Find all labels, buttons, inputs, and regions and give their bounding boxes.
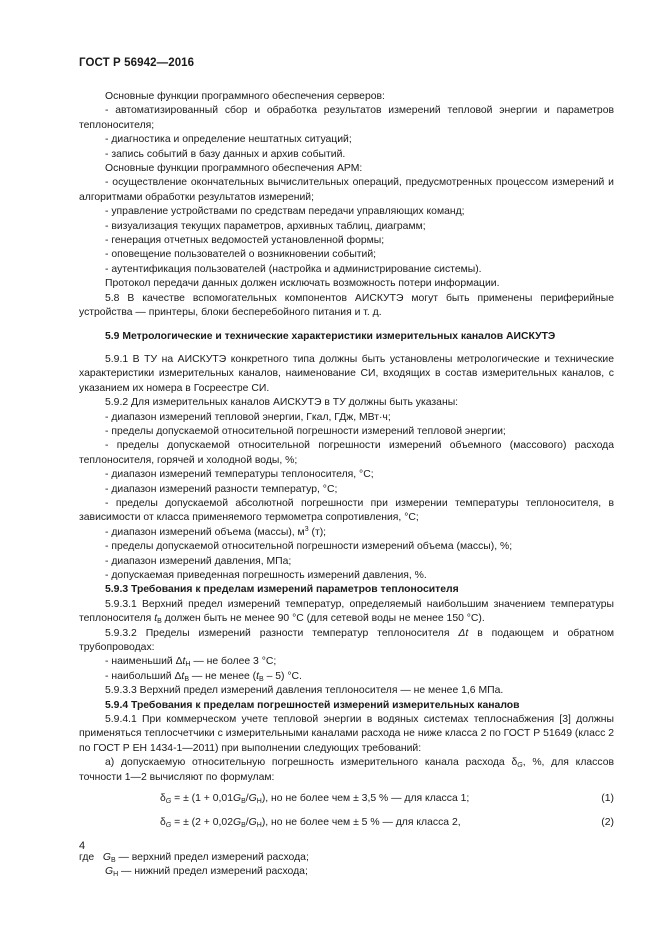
paragraph-5-8: 5.8 В качестве вспомогательных компонентов АИСКУТЭ могут быть применены периферийные устройства — принтеры, блоки бесперебойного питания и т. д.	[79, 292, 614, 319]
list-item: - допускаемая приведенная погрешность измерений давления, %.	[105, 570, 427, 581]
list-item: - генерация отчетных ведомостей установленной формы;	[105, 235, 385, 247]
paragraph: Основные функции программного обеспечения АРМ:	[105, 163, 363, 175]
list-item: - диапазон измерений разности температур, °С;	[105, 483, 338, 495]
page-number: 4	[79, 840, 86, 852]
formula-2-expression: $\delta_G$ = ± $(2 + 0,02G_В/G_Н)$, но не более чем ± 5 % — для класса 2,	[160, 817, 461, 830]
document-body	[79, 90, 614, 879]
formula-1	[79, 792, 614, 809]
document-header: ГОСТ Р 56942—2016	[79, 57, 195, 69]
paragraph: Протокол передачи данных должен исключать возможность потери информации.	[105, 278, 500, 290]
list-item: - диапазон измерений температуры теплоносителя, °С;	[105, 469, 374, 481]
formula-legend	[79, 851, 614, 879]
formula-1-expression: $\delta_G$ = ± $(1 + 0,01G_В/G_Н)$, но не более чем ± 3,5 % — для класса 1;	[160, 793, 470, 806]
list-item: - пределы допускаемой относительной погрешности измерений объемного (массового) расхода теплоносителя, горячей и холодной воды, %;	[79, 440, 614, 466]
list-item: - пределы допускаемой относительной погрешности измерений тепловой энергии;	[105, 425, 506, 437]
section-title-5-9: 5.9 Метрологические и технические характеристики измерительных каналов АИСКУТЭ	[105, 330, 556, 342]
legend-gh: $G_Н$ — нижний предел измерений расхода;	[105, 866, 308, 879]
formula-1-number: (1)	[601, 793, 614, 805]
paragraph: Основные функции программного обеспечения серверов:	[105, 91, 385, 102]
list-item: - визуализация текущих параметров, архивных таблиц, диаграмм;	[105, 220, 426, 232]
paragraph-5-9-1: 5.9.1 В ТУ на АИСКУТЭ конкретного типа должны быть установлены метрологические и технические характеристики измерительных каналов, наименование СИ, входящих в состав измерительных каналов, с указанием их номера в Госреестре СИ.	[79, 353, 614, 394]
list-item: - управление устройствами по средствам передачи управляющих команд;	[105, 206, 465, 218]
section-title-5-9-4: 5.9.4 Требования к пределам погрешностей измерений измерительных каналов	[105, 699, 520, 711]
list-item: - осуществление окончательных вычислительных операций, предусмотренных процессом измерений и алгоритмами обработки результатов измерений;	[79, 177, 614, 203]
list-item: - запись событий в базу данных и архив событий.	[105, 148, 346, 160]
formula-2	[79, 816, 614, 833]
list-item: - пределы допускаемой абсолютной погрешности при измерении температуры теплоносителя, в зависимости от класса применяемого термометра сопротивления, °С;	[79, 497, 614, 524]
list-item: - автоматизированный сбор и обработка результатов измерений тепловой энергии и параметров теплоносителя;	[79, 105, 614, 131]
list-item: - диагностика и определение нештатных ситуаций;	[105, 134, 352, 146]
list-item: - диапазон измерений давления, МПа;	[105, 555, 292, 567]
list-item: - наибольший $\Delta t_В$ — не менее $(t_В - 5)$ °С.	[105, 670, 302, 683]
list-item: - аутентификация пользователей (настройка и администрирование системы).	[105, 263, 482, 275]
formula-2-number: (2)	[601, 817, 614, 829]
list-item: - диапазон измерений объема (массы), $м^3$ (т);	[105, 525, 327, 538]
list-item-a: а) допускаемую относительную погрешность измерительного канала расхода $\delta_G$, %, для классов точности 1—2 вычисляют по формулам:	[79, 757, 614, 783]
paragraph-5-9-2: 5.9.2 Для измерительных каналов АИСКУТЭ в ТУ должны быть указаны:	[105, 397, 459, 409]
legend-gb: где $G_В$ — верхний предел измерений расхода;	[79, 852, 309, 865]
list-item: - диапазон измерений тепловой энергии, Гкал, ГДж, МВт·ч;	[105, 411, 391, 423]
list-item: - наименьший $\Delta t_Н$ — не более 3 °С;	[105, 656, 277, 669]
section-title-5-9-3: 5.9.3 Требования к пределам измерений параметров теплоносителя	[105, 584, 459, 596]
paragraph-5-9-3-2: 5.9.3.2 Пределы измерений разности температур теплоносителя Δt в подающем и обратном трубопроводах:	[79, 627, 614, 654]
paragraph-5-9-3-3: 5.9.3.3 Верхний предел измерений давления теплоносителя — не менее 1,6 МПа.	[105, 685, 504, 697]
list-item: - пределы допускаемой относительной погрешности измерений объема (массы), %;	[105, 541, 513, 553]
paragraph-5-9-4-1: 5.9.4.1 При коммерческом учете тепловой энергии в водяных системах теплоснабжения [3] должны применяться теплосчетчики с измерительными каналами расхода не ниже класса 2 по ГОСТ Р 51649 (класс 2 по ГОСТ Р ЕН 1434-1—2011) при выполнении следующих требований:	[79, 714, 614, 754]
paragraph-5-9-3-1: 5.9.3.1 Верхний предел измерений температур, определяемый наибольшим значением температуры теплоносителя $t_В$ должен быть не менее 90 °С (для сетевой воды не менее 150 °С).	[79, 598, 614, 626]
list-item: - оповещение пользователей о возникновении событий;	[105, 249, 377, 261]
